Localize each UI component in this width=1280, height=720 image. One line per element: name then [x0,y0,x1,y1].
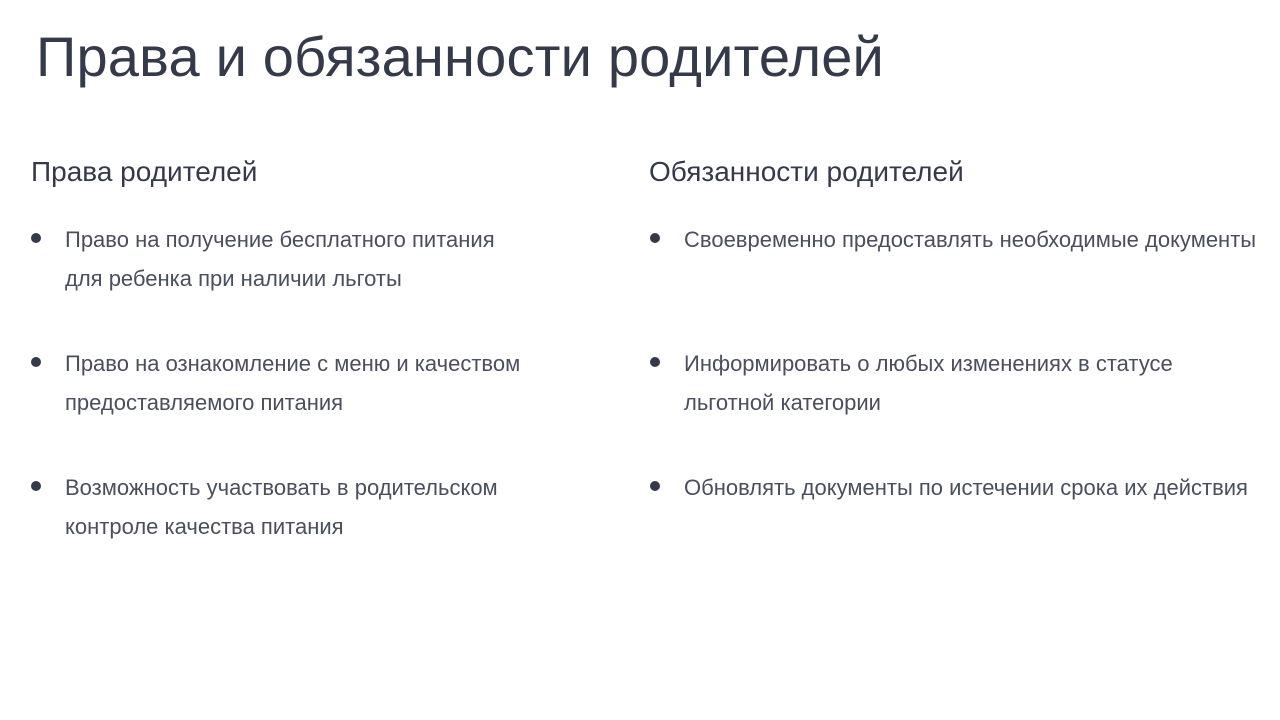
duties-item-line: льготной категории [684,390,881,415]
rights-item-line: для ребенка при наличии льготы [65,266,402,291]
rights-item-line: предоставляемого питания [65,390,344,415]
slide-title: Права и обязанности родителей [36,25,885,88]
bullet-icon [650,357,660,367]
bullet-icon [31,481,41,491]
bullet-icon [650,233,660,243]
rights-item-text [65,344,520,422]
duties-item-text [684,468,1248,507]
duties-item-line: Обновлять документы по истечении срока их действия [684,475,1248,500]
rights-heading: Права родителей [31,156,258,187]
duties-heading: Обязанности родителей [649,156,964,187]
bullet-icon [31,357,41,367]
rights-item-line: Право на получение бесплатного питания [65,227,495,252]
rights-item-line: контроле качества питания [65,514,344,539]
bullet-icon [31,233,41,243]
rights-item-text [65,220,495,298]
bullet-icon [650,481,660,491]
rights-item-line: Право на ознакомление с меню и качеством [65,351,521,376]
duties-item-line: Информировать о любых изменениях в статусе [684,351,1173,376]
duties-item-text [684,344,1173,422]
duties-item-text [684,220,1256,259]
duties-item-line: Своевременно предоставлять необходимые документы [684,227,1257,252]
rights-item-text [65,468,498,546]
rights-item-line: Возможность участвовать в родительском [65,475,498,500]
